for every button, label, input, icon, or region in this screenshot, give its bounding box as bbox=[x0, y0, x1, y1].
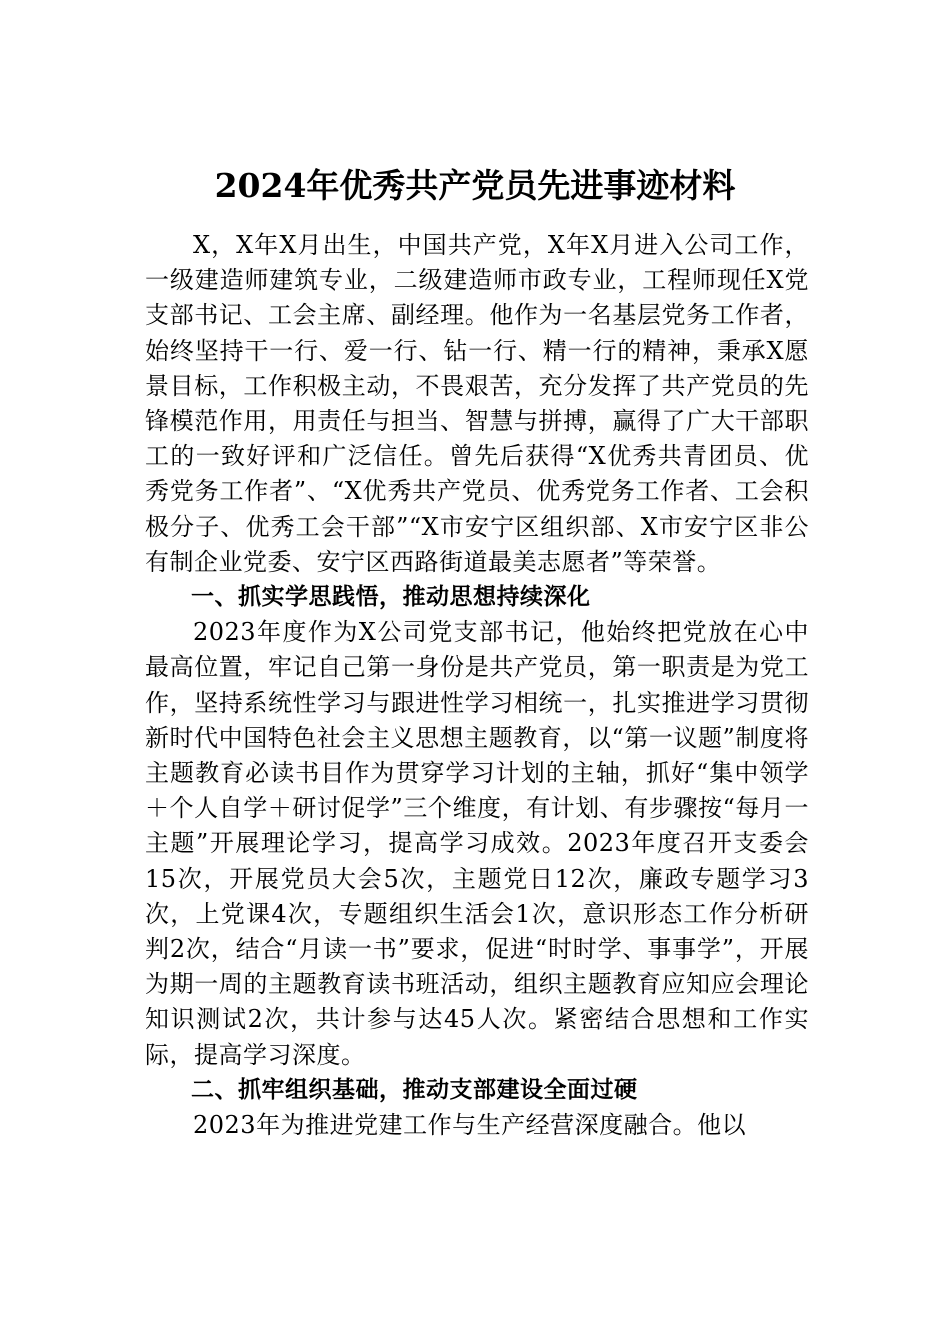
document-title: 2024年优秀共产党员先进事迹材料 bbox=[214, 166, 736, 205]
section-2-paragraph: 2023年为推进党建工作与生产经营深度融合。他以 bbox=[193, 1111, 747, 1140]
section-1-paragraph: 2023年度作为X公司党支部书记，他始终把党放在心中最高位置，牢记自己第一身份是共产党员，第一职责是为党工作，坚持系统性学习与跟进性学习相统一，扎实推进学习贯彻新时代中国特色社会主义思想主题教育，以“第一议题”制度将主题教育必读书目作为贯穿学习计划的主轴，抓好“集中领学＋个人自学＋研讨促学”三个维度，有计划、有步骤按“每月一主题”开展理论学习，提高学习成效。2023年度召开支委会15次，开展党员大会5次，主题党日12次，廉政专题学习3次，上党课4次，专题组织生活会1次，意识形态工作分析研判2次，结合“月读一书”要求，促进“时时学、事事学”，开展为期一周的主题教育读书班活动，组织主题教育应知应会理论知识测试2次，共计参与达45人次。紧密结合思想和工作实际，提高学习深度。 bbox=[145, 618, 809, 1069]
section-2-heading: 二、抓牢组织基础，推动支部建设全面过硬 bbox=[191, 1076, 638, 1103]
section-1-heading: 一、抓实学思践悟，推动思想持续深化 bbox=[191, 584, 591, 611]
intro-paragraph: X，X年X月出生，中国共产党，X年X月进入公司工作，一级建造师建筑专业，二级建造师市政专业，工程师现任X党支部书记、工会主席、副经理。他作为一名基层党务工作者，始终坚持干一行、爱一行、钻一行、精一行的精神，秉承X愿景目标，工作积极主动，不畏艰苦，充分发挥了共产党员的先锋模范作用，用责任与担当、智慧与拼搏，赢得了广大干部职工的一致好评和广泛信任。曾先后获得“X优秀共青团员、优秀党务工作者”、“X优秀共产党员、优秀党务工作者、工会积极分子、优秀工会干部”“X市安宁区组织部、X市安宁区非公有制企业党委、安宁区西路街道最美志愿者”等荣誉。 bbox=[145, 231, 809, 576]
document-body bbox=[145, 228, 809, 1143]
